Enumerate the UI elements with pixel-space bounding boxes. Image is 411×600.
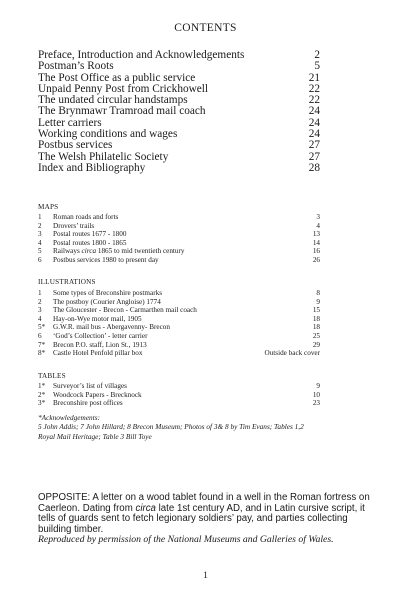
opposite-caption bbox=[38, 493, 383, 546]
list-item-number: 2 bbox=[38, 221, 42, 230]
list-item bbox=[38, 247, 320, 256]
toc-entry bbox=[38, 140, 320, 151]
list-item-page: Outside back cover bbox=[264, 349, 320, 358]
acknowledgements-line: Royal Mail Heritage; Table 3 Bill Toye bbox=[38, 431, 152, 441]
list-item bbox=[38, 332, 320, 341]
list-item-label: Woodcock Papers - Brecknock bbox=[53, 390, 142, 399]
list-item-number: 1* bbox=[38, 382, 46, 390]
toc-entry-page: 24 bbox=[308, 105, 320, 118]
list-item-number: 5 bbox=[38, 247, 42, 256]
list-item bbox=[38, 256, 320, 265]
list-item-page: 4 bbox=[316, 221, 320, 230]
list-item-page: 25 bbox=[312, 331, 320, 340]
list-item-text: Postbus services 1980 to present day bbox=[53, 255, 159, 264]
list-item-page: 3 bbox=[316, 213, 320, 221]
list-item-page: 13 bbox=[312, 230, 320, 239]
list-item-number: 3 bbox=[38, 230, 42, 239]
acknowledgements-line: 5 John Addis; 7 John Hillard; 8 Brecon Museum; Photos of 3& 8 by Tim Evans; Tables 1,2 bbox=[38, 422, 304, 432]
toc-entry-page: 22 bbox=[308, 82, 320, 95]
list-item-number: 2 bbox=[38, 297, 42, 306]
toc-entry-title: Preface, Introduction and Acknowledgements bbox=[38, 49, 245, 61]
toc-entry-page: 24 bbox=[308, 128, 320, 141]
list-item-number: 7* bbox=[38, 340, 46, 349]
toc-entry-title: Working conditions and wages bbox=[38, 128, 178, 141]
list-item-number: 5* bbox=[38, 323, 46, 332]
list-item-label: Brecon P.O. staff, Lion St., 1913 bbox=[53, 340, 147, 349]
list-item-label bbox=[53, 222, 316, 231]
list-item-text: 1865 to mid twentieth century bbox=[96, 247, 185, 256]
toc-entry-page: 2 bbox=[314, 49, 320, 61]
list-item-number: 6 bbox=[38, 331, 42, 340]
toc-entry-title: Index and Bibliography bbox=[38, 161, 146, 174]
toc-entry-title: Postbus services bbox=[38, 139, 113, 152]
list-item-label: ‘God’s Collection’ - letter carrier bbox=[53, 331, 148, 340]
list-item-text: Postal routes 1800 - 1865 bbox=[53, 238, 127, 247]
list-item-label: Surveyor’s list of villages bbox=[53, 382, 127, 390]
list-item-text: Railways bbox=[53, 247, 82, 256]
list-item-number: 1 bbox=[38, 213, 42, 221]
toc-entry-page: 27 bbox=[308, 139, 320, 152]
toc-entry-page: 5 bbox=[314, 60, 320, 73]
list-item-label: Hay-on-Wye motor mail, 1905 bbox=[53, 314, 142, 323]
illustrations-heading: ILLUSTRATIONS bbox=[38, 278, 96, 286]
acknowledgements bbox=[38, 413, 378, 441]
list-item bbox=[38, 391, 320, 400]
list-item-page: 29 bbox=[312, 340, 320, 349]
table-of-contents bbox=[38, 50, 320, 174]
toc-entry-page: 24 bbox=[308, 116, 320, 129]
list-item-page: 26 bbox=[312, 255, 320, 264]
list-item-page: 9 bbox=[316, 297, 320, 306]
list-item-page: 10 bbox=[312, 390, 320, 399]
list-item-number: 8* bbox=[38, 349, 46, 358]
list-item-label: Castle Hotel Penfold pillar box bbox=[53, 349, 143, 358]
list-item-number: 4 bbox=[38, 238, 42, 247]
list-item bbox=[38, 289, 320, 298]
list-item-label: Some types of Breconshire postmarks bbox=[53, 289, 162, 297]
list-item-label: The postboy (Courier Angloise) 1774 bbox=[53, 297, 161, 306]
toc-entry-title: The Welsh Philatelic Society bbox=[38, 150, 169, 163]
toc-entry bbox=[38, 61, 320, 72]
toc-entry-page: 21 bbox=[308, 71, 320, 84]
list-item-page: 9 bbox=[316, 382, 320, 390]
list-item-page: 23 bbox=[312, 399, 320, 408]
list-item-text: Postal routes 1677 - 1800 bbox=[53, 230, 127, 239]
toc-entry-title: Letter carriers bbox=[38, 116, 102, 129]
caption-credit: Reproduced by permission of the National Museums and Galleries of Wales. bbox=[38, 534, 334, 546]
list-item bbox=[38, 315, 320, 324]
list-item-page: 16 bbox=[312, 247, 320, 256]
list-item-number: 6 bbox=[38, 255, 42, 264]
list-item-label: The Gloucester - Brecon - Carmarthen mail coach bbox=[53, 306, 197, 315]
toc-entry-page: 28 bbox=[308, 161, 320, 174]
list-item bbox=[38, 222, 320, 231]
toc-entry-title: The Brynmawr Tramroad mail coach bbox=[38, 105, 206, 118]
caption-text: OPPOSITE: A letter on a wood tablet found in a well in the Roman fortress on Caerleon. Dating from bbox=[38, 492, 370, 514]
list-item bbox=[38, 382, 320, 391]
list-item-page: 18 bbox=[312, 323, 320, 332]
toc-entry-page: 22 bbox=[308, 94, 320, 107]
list-item-number: 3* bbox=[38, 399, 46, 408]
list-item bbox=[38, 306, 320, 315]
list-item-label bbox=[53, 239, 313, 248]
list-item-label bbox=[53, 230, 313, 239]
list-item-number: 3 bbox=[38, 306, 42, 315]
toc-entry-title: The Post Office as a public service bbox=[38, 71, 196, 84]
list-item-page: 14 bbox=[312, 238, 320, 247]
list-item bbox=[38, 323, 320, 332]
list-item-page: 18 bbox=[312, 314, 320, 323]
list-item bbox=[38, 341, 320, 350]
list-item-text: Roman roads and forts bbox=[53, 213, 119, 221]
list-item-label: Breconshire post offices bbox=[53, 399, 123, 408]
list-item-number: 4 bbox=[38, 314, 42, 323]
toc-entry-title: The undated circular handstamps bbox=[38, 94, 188, 107]
maps-heading: MAPS bbox=[38, 203, 59, 211]
list-item bbox=[38, 298, 320, 307]
caption-text: late 1st century AD, and in Latin cursive script, it tells of guards sent to fetch legionary soldiers’ pay, and parties collecting building timber. bbox=[38, 502, 365, 535]
list-item-label: G.W.R. mail bus - Abergavenny- Brecon bbox=[53, 323, 170, 332]
toc-entry-page: 27 bbox=[308, 150, 320, 163]
tables-heading: TABLES bbox=[38, 372, 66, 380]
list-item-label bbox=[53, 247, 313, 256]
list-item-label bbox=[53, 213, 316, 222]
toc-entry bbox=[38, 163, 320, 174]
caption-italic: circa bbox=[135, 502, 156, 514]
acknowledgements-heading: *Acknowledgements: bbox=[38, 413, 101, 422]
list-item bbox=[38, 213, 320, 222]
list-item bbox=[38, 399, 320, 408]
toc-entry-title: Unpaid Penny Post from Crickhowell bbox=[38, 82, 209, 95]
list-item bbox=[38, 230, 320, 239]
list-item-number: 2* bbox=[38, 390, 46, 399]
list-item-italic: circa bbox=[81, 247, 97, 256]
tables-list bbox=[38, 382, 320, 408]
list-item-text: Drovers’ trails bbox=[53, 221, 95, 230]
list-item-label bbox=[53, 256, 313, 265]
maps-list bbox=[38, 213, 320, 265]
list-item-page: 15 bbox=[312, 306, 320, 315]
list-item bbox=[38, 349, 320, 358]
list-item-number: 1 bbox=[38, 289, 42, 297]
list-item bbox=[38, 239, 320, 248]
list-item-page: 8 bbox=[316, 289, 320, 297]
illustrations-list bbox=[38, 289, 320, 358]
page-number: 1 bbox=[203, 571, 208, 581]
toc-entry-title: Postman’s Roots bbox=[38, 60, 114, 73]
page-title: CONTENTS bbox=[174, 22, 237, 34]
